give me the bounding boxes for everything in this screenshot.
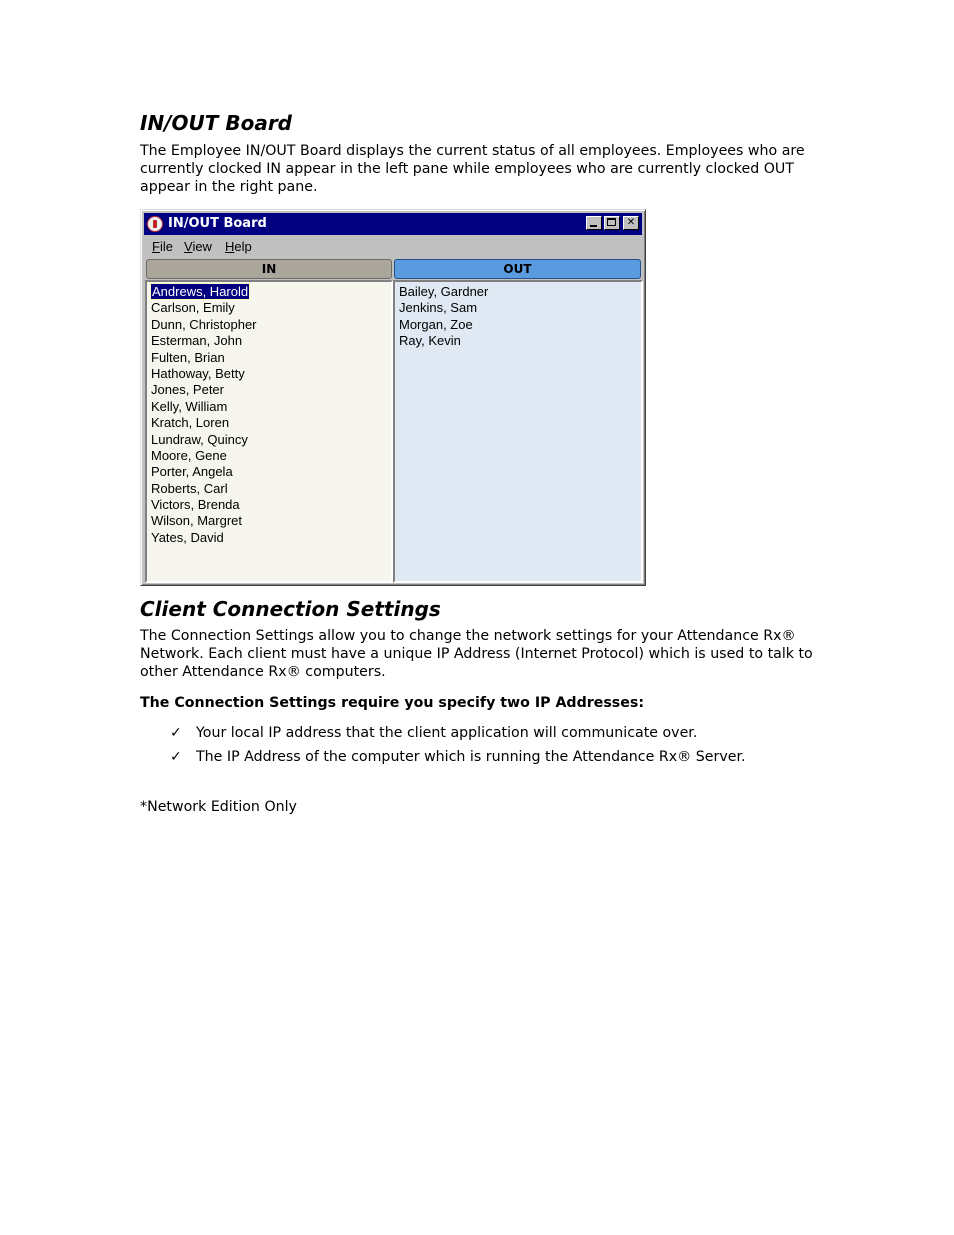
menu-view[interactable]: View: [184, 239, 212, 254]
minimize-icon: [590, 225, 597, 227]
footnote: *Network Edition Only: [140, 799, 297, 815]
employee-list-item[interactable]: Kelly, William: [151, 398, 228, 414]
minimize-button[interactable]: [586, 216, 602, 230]
employee-list-item[interactable]: Ray, Kevin: [399, 333, 461, 349]
out-column-header[interactable]: OUT: [394, 259, 641, 279]
employee-list-item[interactable]: Fulten, Brian: [151, 349, 225, 365]
employee-list-item[interactable]: Dunn, Christopher: [151, 316, 257, 332]
in-column-header[interactable]: IN: [146, 259, 392, 279]
close-icon: ✕: [626, 217, 636, 228]
employee-list-item[interactable]: Yates, David: [151, 529, 224, 545]
employee-list-item[interactable]: Bailey, Gardner: [399, 284, 489, 299]
inout-heading: IN/OUT Board: [140, 111, 292, 135]
menu-help[interactable]: Help: [225, 239, 252, 254]
window-title: IN/OUT Board: [168, 216, 267, 231]
maximize-button[interactable]: [604, 216, 620, 230]
list-item: [170, 721, 820, 745]
close-button[interactable]: [623, 216, 639, 230]
employee-list-item[interactable]: Roberts, Carl: [151, 480, 228, 496]
inout-board-window: [140, 209, 646, 586]
out-list: [395, 282, 641, 350]
menu-file[interactable]: File: [152, 239, 173, 254]
employee-list-item[interactable]: Wilson, Margret: [151, 513, 243, 529]
window-titlebar[interactable]: [144, 213, 642, 235]
list-item: [170, 745, 820, 769]
employee-list-item[interactable]: Moore, Gene: [151, 447, 227, 463]
employee-list-item[interactable]: Kratch, Loren: [151, 415, 230, 431]
employee-list-item[interactable]: Carlson, Emily: [151, 300, 235, 316]
employee-list-item[interactable]: Victors, Brenda: [151, 497, 240, 513]
employee-list-item[interactable]: Lundraw, Quincy: [151, 431, 248, 447]
menu-bar: [144, 236, 642, 256]
out-employee-list[interactable]: [393, 280, 643, 583]
in-employee-list[interactable]: [145, 280, 393, 583]
requirement-list: [170, 721, 820, 769]
employee-list-item[interactable]: Hathoway, Betty: [151, 365, 245, 381]
employee-list-item[interactable]: Jenkins, Sam: [399, 300, 478, 316]
requirement-text: The IP Address of the computer which is running the Attendance Rx® Server.: [196, 749, 746, 765]
client-heading: Client Connection Settings: [140, 597, 441, 621]
employee-list-item[interactable]: Porter, Angela: [151, 464, 233, 480]
app-clock-icon[interactable]: [147, 216, 163, 232]
checkmark-icon: ✓: [170, 725, 182, 741]
checkmark-icon: ✓: [170, 749, 182, 765]
inout-intro: The Employee IN/OUT Board displays the current status of all employees. Employees who are currently clocked IN appear in the left pane while employees who are currently clocked OUT appear in the right pane.: [140, 143, 805, 195]
in-list: [147, 282, 391, 546]
employee-list-item[interactable]: Andrews, Harold: [152, 284, 249, 299]
maximize-icon: [607, 218, 616, 226]
requirement-text: Your local IP address that the client application will communicate over.: [196, 725, 698, 741]
client-requirement: The Connection Settings require you specify two IP Addresses:: [140, 695, 644, 711]
employee-list-item[interactable]: Morgan, Zoe: [399, 316, 473, 332]
employee-list-item[interactable]: Jones, Peter: [151, 382, 224, 398]
client-intro: The Connection Settings allow you to change the network settings for your Attendance Rx® Network. Each client must have a unique IP Address (Internet Protocol) which is used to talk to other Attendance Rx® computers.: [140, 628, 813, 680]
employee-list-item[interactable]: Esterman, John: [151, 333, 243, 349]
